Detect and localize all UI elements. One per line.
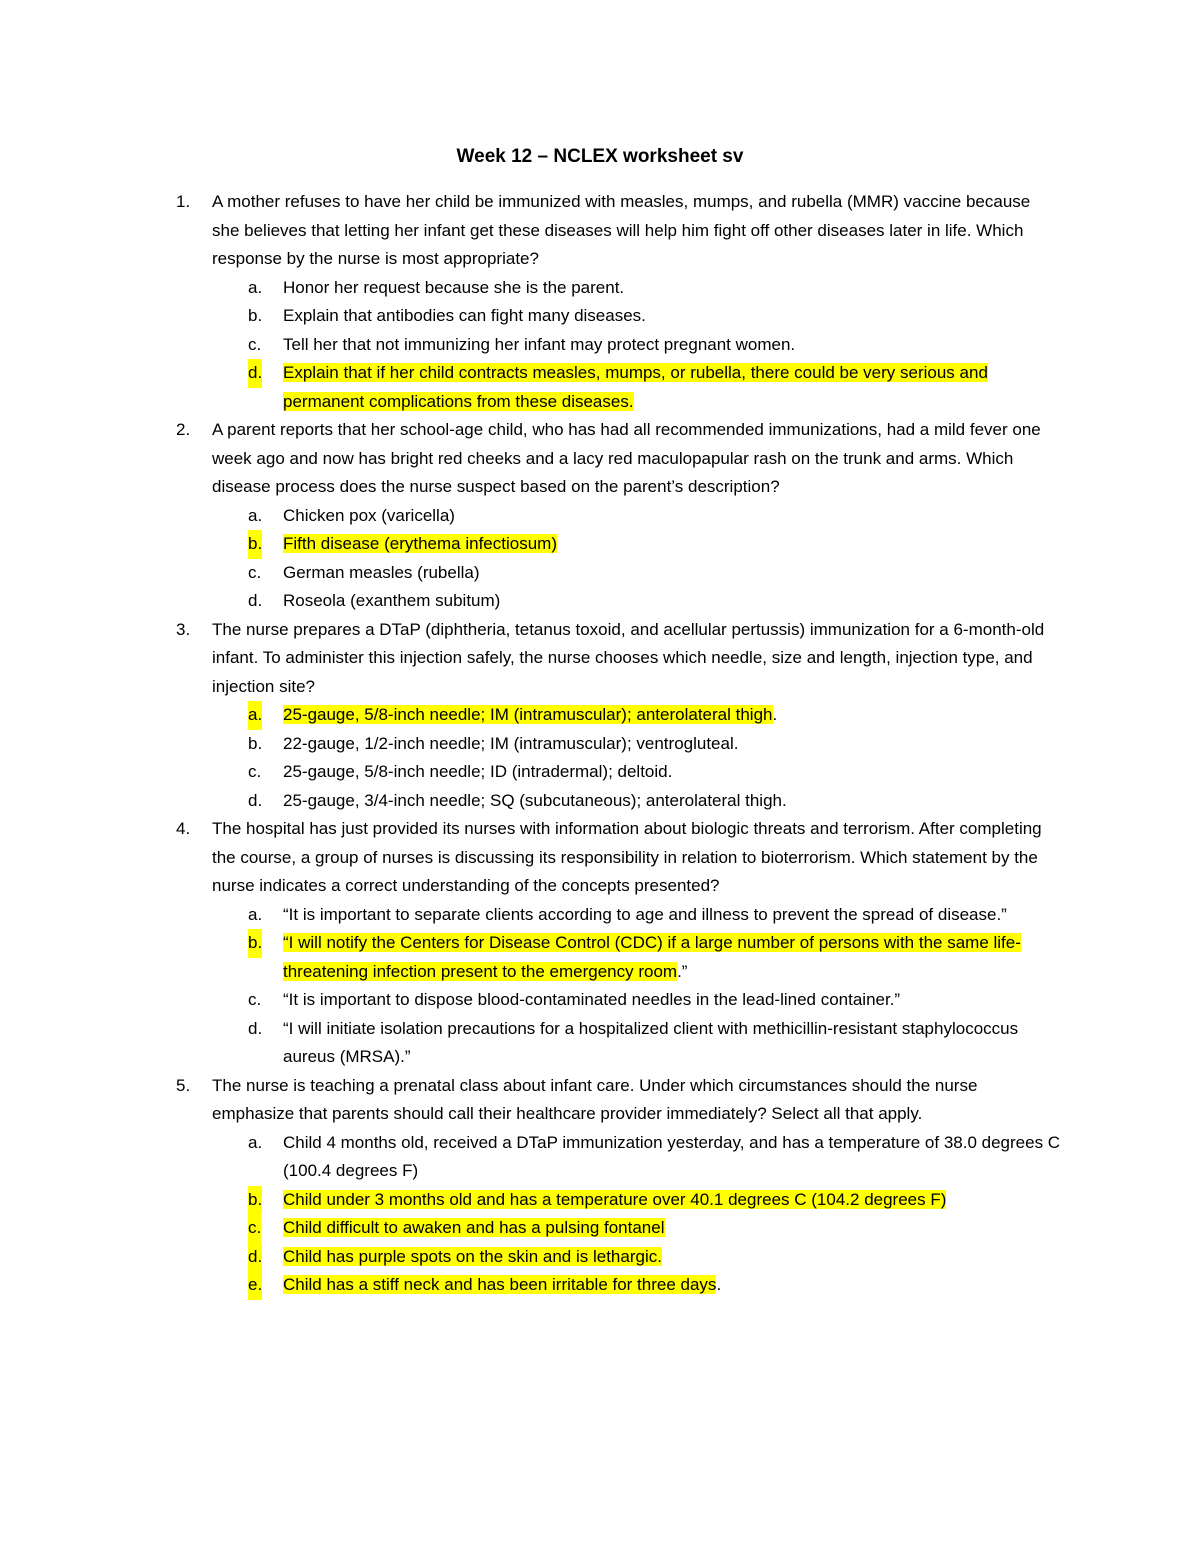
option-letter: b. xyxy=(248,530,262,559)
option-text-container xyxy=(283,1129,1063,1186)
option-text: 25-gauge, 5/8-inch needle; ID (intradermal); deltoid. xyxy=(283,762,673,781)
option-text: “I will initiate isolation precautions for a hospitalized client with methicillin-resistant staphylococcus aureus (MRSA).” xyxy=(283,1018,1019,1066)
question-item xyxy=(0,188,1200,274)
answer-option xyxy=(0,758,1200,787)
option-text-container xyxy=(283,1271,1063,1300)
answer-option xyxy=(0,331,1200,360)
option-letter: a. xyxy=(248,904,263,924)
option-text-highlighted: 25-gauge, 5/8-inch needle; IM (intramuscular); anterolateral thigh xyxy=(283,705,773,724)
answer-option xyxy=(0,787,1200,816)
option-text: Explain that antibodies can fight many diseases. xyxy=(283,306,646,325)
option-text: “It is important to separate clients according to age and illness to prevent the spread of disease.” xyxy=(283,904,1007,924)
question-item xyxy=(0,616,1200,702)
option-text-highlighted: Explain that if her child contracts measles, mumps, or rubella, there could be very serious and permanent complications from these diseases. xyxy=(283,363,988,411)
answer-option xyxy=(0,1129,1200,1186)
option-suffix: . xyxy=(772,705,778,724)
question-number: 2. xyxy=(176,420,191,439)
question-text: The nurse is teaching a prenatal class about infant care. Under which circumstances should the nurse emphasize that parents should call their healthcare provider immediately? Select all that apply. xyxy=(212,1075,978,1123)
option-text-container xyxy=(283,986,1063,1015)
option-text-highlighted: “I will notify the Centers for Disease Control (CDC) if a large number of persons with the same life-threatening infection present to the emergency room xyxy=(283,933,1021,981)
question-number: 1. xyxy=(176,192,191,211)
option-suffix: .” xyxy=(677,961,688,981)
question-number: 5. xyxy=(176,1075,191,1095)
option-letter: d. xyxy=(248,591,263,610)
option-letter: c. xyxy=(248,1214,261,1243)
answer-option xyxy=(0,1243,1200,1272)
option-letter: c. xyxy=(248,562,262,582)
option-letter: d. xyxy=(248,1243,262,1272)
option-text-container xyxy=(283,274,1063,303)
option-letter: c. xyxy=(248,334,262,354)
answer-option xyxy=(0,587,1200,616)
option-text: 25-gauge, 3/4-inch needle; SQ (subcutaneous); anterolateral thigh. xyxy=(283,790,787,810)
option-text-container xyxy=(283,787,1063,816)
question-text: The nurse prepares a DTaP (diphtheria, tetanus toxoid, and acellular pertussis) immunization for a 6-month-old infant. To administer this injection safely, the nurse chooses which needle, size and length, injection type, and injection site? xyxy=(212,619,1045,696)
answer-option xyxy=(0,929,1200,986)
option-text: 22-gauge, 1/2-inch needle; IM (intramuscular); ventrogluteal. xyxy=(283,733,739,753)
option-text-highlighted: Child under 3 months old and has a temperature over 40.1 degrees C (104.2 degrees F) xyxy=(283,1189,947,1209)
option-letter: b. xyxy=(248,929,262,958)
option-text: Chicken pox (varicella) xyxy=(283,505,455,525)
option-suffix: . xyxy=(716,1275,722,1294)
document-title: Week 12 – NCLEX worksheet sv xyxy=(456,146,744,167)
option-text-highlighted: Child has purple spots on the skin and is lethargic. xyxy=(283,1246,662,1266)
answer-option xyxy=(0,901,1200,930)
option-letter: d. xyxy=(248,790,263,810)
option-letter: a. xyxy=(248,701,262,730)
question-number: 4. xyxy=(176,819,191,838)
option-text: Tell her that not immunizing her infant may protect pregnant women. xyxy=(283,334,796,354)
option-letter: a. xyxy=(248,1132,263,1152)
option-letter: c. xyxy=(248,762,262,781)
answer-option xyxy=(0,302,1200,331)
answer-option xyxy=(0,730,1200,759)
option-text-container xyxy=(283,758,1063,787)
option-text-container xyxy=(283,559,1063,588)
option-text-container xyxy=(283,530,1063,559)
option-letter: b. xyxy=(248,1186,262,1215)
answer-option xyxy=(0,530,1200,559)
answer-option xyxy=(0,1214,1200,1243)
option-letter: e. xyxy=(248,1271,262,1300)
question-list xyxy=(0,188,1200,1300)
option-text-container xyxy=(283,359,1063,416)
option-text-highlighted: Child has a stiff neck and has been irritable for three days xyxy=(283,1275,717,1294)
answer-option xyxy=(0,359,1200,416)
option-text: “It is important to dispose blood-contaminated needles in the lead-lined container.” xyxy=(283,990,901,1009)
option-letter: b. xyxy=(248,306,263,325)
option-letter: a. xyxy=(248,505,263,525)
answer-option xyxy=(0,1015,1200,1072)
answer-option xyxy=(0,502,1200,531)
option-letter: b. xyxy=(248,733,263,753)
answer-option xyxy=(0,274,1200,303)
answer-option xyxy=(0,1186,1200,1215)
option-text-container xyxy=(283,1015,1063,1072)
option-letter: d. xyxy=(248,1018,263,1038)
option-text-container xyxy=(283,302,1063,331)
answer-option xyxy=(0,559,1200,588)
answer-option xyxy=(0,701,1200,730)
option-text: German measles (rubella) xyxy=(283,562,480,582)
option-letter: c. xyxy=(248,990,262,1009)
option-text-highlighted: Fifth disease (erythema infectiosum) xyxy=(283,534,557,553)
option-text-container xyxy=(283,502,1063,531)
question-item xyxy=(0,416,1200,502)
option-text-container xyxy=(283,901,1063,930)
question-number: 3. xyxy=(176,619,191,639)
answer-option xyxy=(0,986,1200,1015)
question-item xyxy=(0,815,1200,901)
option-text-container xyxy=(283,331,1063,360)
option-text-container xyxy=(283,587,1063,616)
option-text-container xyxy=(283,701,1063,730)
option-text: Roseola (exanthem subitum) xyxy=(283,591,501,610)
option-text: Honor her request because she is the parent. xyxy=(283,277,625,297)
option-text-container xyxy=(283,1186,1063,1215)
option-letter: a. xyxy=(248,277,263,297)
question-text: A mother refuses to have her child be immunized with measles, mumps, and rubella (MMR) vaccine because she believes that letting her infant get these diseases will help him fight off other diseases later in life. Which response by the nurse is most appropriate? xyxy=(212,192,1031,268)
question-text: A parent reports that her school-age child, who has had all recommended immunizations, had a mild fever one week ago and now has bright red cheeks and a lacy red maculopapular rash on the trunk and arms. Which disease process does the nurse suspect based on the parent’s description? xyxy=(212,420,1041,496)
option-text-container xyxy=(283,730,1063,759)
option-text-container xyxy=(283,1243,1063,1272)
option-text-container xyxy=(283,929,1063,986)
option-letter: d. xyxy=(248,359,262,388)
question-item xyxy=(0,1072,1200,1129)
option-text: Child 4 months old, received a DTaP immunization yesterday, and has a temperature of 38.0 degrees C (100.4 degrees F) xyxy=(283,1132,1061,1180)
option-text-highlighted: Child difficult to awaken and has a pulsing fontanel xyxy=(283,1218,665,1237)
option-text-container xyxy=(283,1214,1063,1243)
answer-option xyxy=(0,1271,1200,1300)
question-text: The hospital has just provided its nurses with information about biologic threats and terrorism. After completing the course, a group of nurses is discussing its responsibility in relation to bioterrorism. Which statement by the nurse indicates a correct understanding of the concepts presented? xyxy=(212,819,1042,895)
